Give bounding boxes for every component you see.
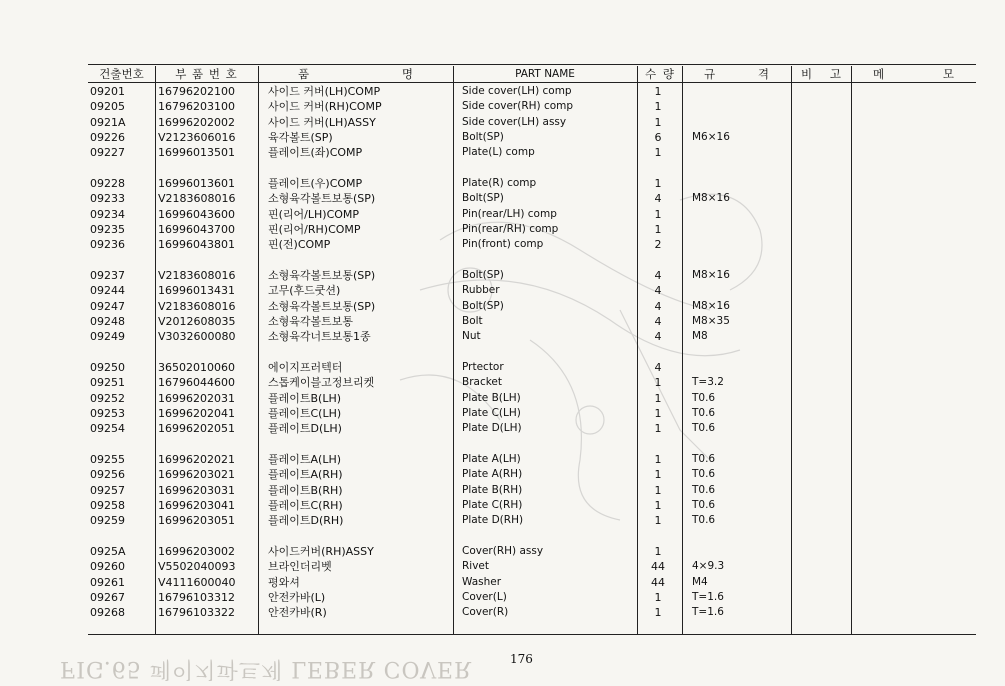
row-part-number: 16996203002: [158, 545, 235, 558]
row-qty: 4: [654, 361, 662, 374]
row-spec: M8×16: [692, 299, 730, 312]
row-part-number: 16996043700: [158, 222, 235, 236]
row-part-number: 16996202041: [158, 406, 235, 420]
row-name-ko: 소형육각볼트보통(SP): [268, 192, 376, 206]
row-code: 09259: [90, 514, 125, 528]
row-part-name-en: Plate B(RH): [462, 483, 523, 496]
table-row: [0, 452, 1005, 467]
header-code: 건출번호: [99, 67, 144, 81]
row-part-name-en: Bolt(SP): [462, 269, 504, 281]
row-name-ko: 소형육각볼트보통(SP): [268, 299, 376, 313]
table-row: [0, 222, 1005, 237]
row-name-ko: 소형육각볼트보통: [268, 314, 354, 328]
table-row: [0, 375, 1005, 390]
table-row: [0, 130, 1005, 145]
header-part-name-en: PART NAME: [515, 68, 575, 80]
row-code: 09258: [90, 498, 125, 512]
row-part-name-en: Bolt: [462, 314, 483, 327]
row-code: 09255: [90, 453, 125, 466]
row-name-ko: 플레이트A(RH): [268, 468, 343, 482]
header-memo: [851, 66, 976, 83]
row-qty: 1: [654, 207, 662, 221]
row-part-number: 16996202002: [158, 115, 235, 129]
row-spec: T=1.6: [692, 606, 724, 619]
row-part-name-en: Bracket: [462, 376, 503, 389]
row-spec: T0.6: [692, 422, 716, 435]
table-row: [0, 391, 1005, 406]
row-name-ko: 사이드 커버(LH)ASSY: [268, 115, 376, 129]
row-name-ko: 소형육각볼트보통(SP): [268, 269, 376, 282]
row-part-number: 16796044600: [158, 376, 235, 390]
row-name-ko: 플레이트C(LH): [268, 406, 342, 420]
row-spec: M8×16: [692, 192, 730, 205]
row-part-number: 16796203100: [158, 100, 235, 114]
row-qty: 1: [654, 545, 662, 558]
header-qty-a: 수: [645, 67, 657, 81]
table-row: [0, 176, 1005, 191]
row-part-name-en: Plate A(LH): [462, 453, 521, 465]
table-row: [0, 191, 1005, 206]
row-spec: M8×35: [692, 314, 730, 327]
table-row: [0, 207, 1005, 222]
row-code: 09201: [90, 85, 125, 98]
row-part-name-en: Washer: [462, 575, 502, 588]
row-qty: 4: [654, 192, 662, 206]
row-part-name-en: Plate C(LH): [462, 406, 521, 419]
row-name-ko: 브라인더리벳: [268, 560, 332, 574]
row-part-number: 16796103322: [158, 606, 235, 620]
header-part-number: 부 품 번 호: [175, 67, 238, 81]
row-part-name-en: Plate B(LH): [462, 391, 521, 404]
row-code: 09267: [90, 590, 125, 604]
row-part-name-en: Side cover(RH) comp: [462, 100, 574, 113]
row-code: 09236: [90, 238, 125, 252]
table-row: [0, 283, 1005, 298]
table-row: [0, 314, 1005, 329]
row-part-number: 16996202031: [158, 391, 235, 405]
row-qty: 1: [654, 376, 662, 390]
header-memo-b: 모: [942, 67, 954, 81]
header-spec-a: 규: [704, 67, 716, 81]
row-qty: 1: [654, 100, 662, 114]
row-name-ko: 플레이트A(LH): [268, 453, 342, 466]
row-part-name-en: Cover(L): [462, 590, 507, 603]
header-remark-b: 고: [829, 67, 841, 81]
row-code: 09254: [90, 422, 125, 436]
table-row: [0, 360, 1005, 375]
row-name-ko: 플레이트D(RH): [268, 514, 344, 528]
header-qty: [637, 66, 682, 83]
table-row: [0, 605, 1005, 620]
row-part-name-en: Rivet: [462, 560, 490, 573]
bleed-through-text: FIG.65 페이지파트제 LEBER COVER: [60, 656, 472, 681]
row-part-number: V2183608016: [158, 192, 236, 206]
row-qty: 6: [654, 130, 662, 144]
row-name-ko: 스톱케이블고정브리켓: [268, 376, 375, 390]
row-spec: T0.6: [692, 406, 716, 419]
row-part-name-en: Pin(front) comp: [462, 238, 544, 251]
row-qty: 44: [651, 575, 665, 589]
row-name-ko: 사이드 커버(RH)COMP: [268, 100, 382, 114]
table-row: [0, 329, 1005, 344]
row-code: 09205: [90, 100, 125, 114]
row-name-ko: 핀(리어/RH)COMP: [268, 222, 361, 236]
row-part-name-en: Cover(RH) assy: [462, 545, 544, 557]
row-part-number: 16996043600: [158, 207, 235, 221]
row-part-number: 16996203041: [158, 498, 235, 512]
row-qty: 1: [654, 85, 662, 98]
table-row: [0, 115, 1005, 130]
row-qty: 4: [654, 330, 662, 344]
table-row: [0, 268, 1005, 283]
table-row: [0, 406, 1005, 421]
row-qty: 1: [654, 422, 662, 436]
row-code: 09250: [90, 361, 125, 374]
row-part-number: 16796103312: [158, 590, 235, 604]
row-spec: T0.6: [692, 498, 716, 511]
table-row: [0, 299, 1005, 314]
row-part-number: 36502010060: [158, 361, 235, 374]
table-row: [0, 145, 1005, 160]
row-code: 09226: [90, 130, 125, 144]
row-qty: 1: [654, 498, 662, 512]
row-part-number: 16996203051: [158, 514, 235, 528]
row-code: 09252: [90, 391, 125, 405]
row-part-number: V5502040093: [158, 560, 236, 574]
table-bottom-border: [88, 634, 976, 635]
row-code: 09268: [90, 606, 125, 620]
table-row: [0, 99, 1005, 114]
row-name-ko: 사이드 커버(LH)COMP: [268, 85, 381, 98]
header-name-a: 품: [298, 67, 310, 81]
row-part-number: V3032600080: [158, 330, 236, 344]
row-name-ko: 플레이트B(LH): [268, 391, 342, 405]
row-part-number: V2183608016: [158, 269, 236, 282]
row-qty: 4: [654, 269, 662, 282]
header-name: [258, 66, 453, 83]
row-spec: T0.6: [692, 483, 716, 496]
page-number: 176: [510, 652, 533, 666]
row-part-number: 16996013501: [158, 146, 235, 160]
header-name-b: 명: [401, 67, 413, 81]
row-spec: T0.6: [692, 514, 716, 527]
row-part-number: 16996203031: [158, 483, 235, 497]
row-name-ko: 에이지프러텍터: [268, 361, 343, 374]
row-code: 09234: [90, 207, 125, 221]
row-code: 09257: [90, 483, 125, 497]
table-row: [0, 544, 1005, 559]
header-qty-b: 량: [662, 67, 674, 81]
row-part-number: V2183608016: [158, 299, 236, 313]
row-name-ko: 평와셔: [268, 575, 300, 589]
row-part-number: 16996203021: [158, 468, 235, 482]
row-qty: 1: [654, 514, 662, 528]
header-spec: [682, 66, 791, 83]
header-remark: [791, 66, 851, 83]
row-name-ko: 안전카바(R): [268, 606, 327, 620]
table-row: [0, 559, 1005, 574]
row-qty: 4: [654, 299, 662, 313]
row-code: 09244: [90, 284, 125, 298]
row-part-name-en: Bolt(SP): [462, 192, 504, 205]
row-spec: M4: [692, 575, 708, 588]
row-part-name-en: Pin(rear/LH) comp: [462, 207, 557, 220]
row-spec: T=1.6: [692, 590, 724, 603]
row-qty: 1: [654, 391, 662, 405]
row-spec: M8: [692, 330, 708, 343]
row-name-ko: 플레이트C(RH): [268, 498, 343, 512]
row-part-number: V4111600040: [158, 575, 236, 589]
row-qty: 1: [654, 115, 662, 129]
row-qty: 1: [654, 222, 662, 236]
row-code: 09249: [90, 330, 125, 344]
row-qty: 1: [654, 406, 662, 420]
row-name-ko: 플레이트D(LH): [268, 422, 342, 436]
row-code: 0921A: [90, 115, 126, 129]
row-part-name-en: Prtector: [462, 361, 504, 373]
row-name-ko: 플레이트(우)COMP: [268, 177, 363, 190]
row-part-name-en: Pin(rear/RH) comp: [462, 222, 559, 235]
row-code: 0925A: [90, 545, 126, 558]
row-spec: T=3.2: [692, 376, 724, 389]
row-code: 09247: [90, 299, 125, 313]
row-qty: 4: [654, 314, 662, 328]
row-spec: T0.6: [692, 453, 716, 465]
row-code: 09228: [90, 177, 125, 190]
row-part-name-en: Plate(L) comp: [462, 146, 535, 159]
row-code: 09253: [90, 406, 125, 420]
row-code: 09233: [90, 192, 125, 206]
table-row: [0, 498, 1005, 513]
row-name-ko: 소형육각너트보통1종: [268, 330, 371, 344]
table-row: [0, 421, 1005, 436]
row-qty: 1: [654, 590, 662, 604]
row-part-name-en: Side cover(LH) comp: [462, 85, 572, 97]
table-row: [0, 84, 1005, 99]
row-code: 09256: [90, 468, 125, 482]
row-qty: 44: [651, 560, 665, 574]
row-part-name-en: Cover(R): [462, 606, 509, 619]
table-row: [0, 513, 1005, 528]
table-row: [0, 237, 1005, 252]
row-qty: 4: [654, 284, 662, 298]
row-code: 09237: [90, 269, 125, 282]
row-qty: 1: [654, 468, 662, 482]
row-name-ko: 핀(전)COMP: [268, 238, 331, 252]
table-row: [0, 467, 1005, 482]
table-row: [0, 590, 1005, 605]
row-qty: 2: [654, 238, 662, 252]
row-code: 09251: [90, 376, 125, 390]
row-part-name-en: Plate D(LH): [462, 422, 522, 435]
row-name-ko: 사이드커버(RH)ASSY: [268, 545, 374, 558]
row-name-ko: 핀(리어/LH)COMP: [268, 207, 360, 221]
row-part-name-en: Bolt(SP): [462, 130, 504, 143]
row-qty: 1: [654, 483, 662, 497]
row-part-name-en: Plate(R) comp: [462, 177, 537, 189]
row-name-ko: 플레이트B(RH): [268, 483, 343, 497]
row-part-number: V2123606016: [158, 130, 236, 144]
row-part-name-en: Side cover(LH) assy: [462, 115, 567, 128]
row-code: 09248: [90, 314, 125, 328]
row-spec: 4×9.3: [692, 560, 725, 573]
row-part-name-en: Plate A(RH): [462, 468, 523, 481]
row-qty: 1: [654, 177, 662, 190]
row-qty: 1: [654, 453, 662, 466]
row-code: 09235: [90, 222, 125, 236]
table-row: [0, 483, 1005, 498]
row-spec: M8×16: [692, 269, 730, 281]
row-name-ko: 안전카바(L): [268, 590, 326, 604]
row-qty: 1: [654, 606, 662, 620]
row-part-number: 16796202100: [158, 85, 235, 98]
row-code: 09227: [90, 146, 125, 160]
row-name-ko: 육각볼트(SP): [268, 130, 333, 144]
table-top-border: [88, 64, 976, 65]
row-code: 09261: [90, 575, 125, 589]
row-spec: T0.6: [692, 391, 716, 404]
row-qty: 1: [654, 146, 662, 160]
row-part-name-en: Nut: [462, 330, 481, 343]
row-code: 09260: [90, 560, 125, 574]
row-name-ko: 고무(후드쿳션): [268, 284, 341, 298]
header-remark-a: 비: [801, 67, 813, 81]
header-memo-a: 메: [873, 67, 885, 81]
row-part-number: 16996013431: [158, 284, 235, 298]
row-name-ko: 플레이트(좌)COMP: [268, 146, 363, 160]
header-spec-b: 격: [757, 67, 769, 81]
row-part-number: V2012608035: [158, 314, 236, 328]
row-part-name-en: Plate C(RH): [462, 498, 523, 511]
row-spec: T0.6: [692, 468, 716, 481]
row-part-number: 16996202021: [158, 453, 235, 466]
row-part-name-en: Bolt(SP): [462, 299, 504, 312]
row-part-name-en: Rubber: [462, 284, 500, 297]
row-part-number: 16996043801: [158, 238, 235, 252]
row-part-name-en: Plate D(RH): [462, 514, 524, 527]
row-part-number: 16996202051: [158, 422, 235, 436]
row-spec: M6×16: [692, 130, 730, 143]
table-row: [0, 575, 1005, 590]
row-part-number: 16996013601: [158, 177, 235, 190]
